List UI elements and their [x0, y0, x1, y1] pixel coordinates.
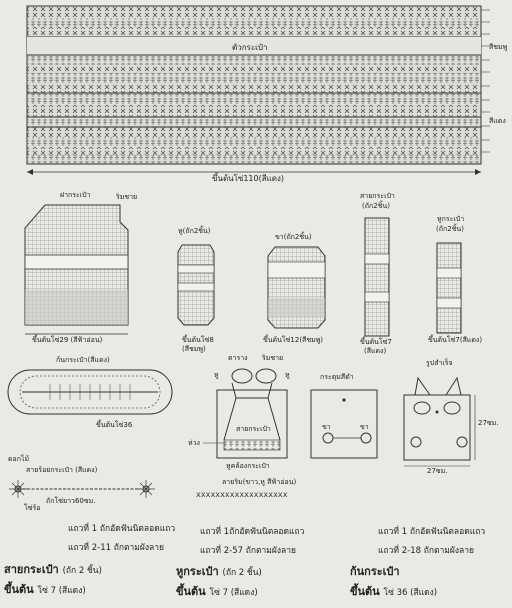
finished-height: 27ซม. — [478, 419, 499, 427]
ear-chart — [178, 245, 214, 325]
asm-loop: ห่วง — [188, 439, 200, 447]
back-leg-r: ขา — [360, 423, 369, 431]
body-center-label: ตัวกระเป๋า — [232, 43, 268, 52]
handle-chart — [437, 243, 461, 333]
finished-bag — [404, 378, 475, 466]
strap-chart — [365, 218, 389, 336]
body-base-label: ขึ้นต้นโซ่110(สีแดง) — [212, 174, 284, 183]
ear-base: ขึ้นต้นโซ่8 — [182, 336, 214, 344]
asm-lace: ลายริม(ขาว,หู สีฟ้าอ่อน) — [222, 478, 297, 486]
leg-title: ขา(ถัก2ชิ้น) — [275, 233, 312, 241]
strap-title2: (ถัก2ชิ้น) — [362, 202, 390, 210]
cord-line2: ถักโซ่ยาว60ซม. — [46, 497, 96, 505]
instr1-heading: สายกระเป๋า (ถัก 2 ชิ้น) — [4, 563, 102, 576]
asm-ear-l: หู — [214, 371, 219, 379]
instr2-heading: หูกระเป๋า (ถัก 2 ชิ้น) — [176, 565, 262, 578]
instr2-row1: แถวที่ 1ถักอัดฟันนิตลอดแถว — [200, 527, 305, 537]
asm-eye: ตาราง — [228, 354, 248, 362]
bottom-title: ก้นกระเป๋า(สีแดง) — [56, 356, 110, 364]
asm-edge: ริมชาย — [262, 354, 284, 362]
leg-base: ขึ้นต้นโซ่12(สีชมพู) — [263, 336, 324, 344]
instr3-row2: แถวที่ 2-18 ถักตามผังลาย — [378, 546, 475, 556]
finished-label: รูปสำเร็จ — [426, 359, 453, 367]
finished-width: 27ซม. — [427, 467, 448, 475]
ear-base-color: (สีชมพู) — [182, 345, 206, 353]
instr2-row2: แถวที่ 2-57 ถักตามผังลาย — [200, 546, 297, 556]
asm-handle: หูคล้องกระเป๋า — [226, 462, 270, 470]
flap-base: ขึ้นต้นโซ่29 (สีฟ้าอ่อน) — [32, 336, 103, 344]
instr1-row1: แถวที่ 1 ถักอัดฟันนิตลอดแถว — [68, 524, 176, 534]
instr1-start: ขึ้นต้น โซ่ 7 (สีแดง) — [4, 583, 86, 596]
red-label: สีแดง — [489, 117, 506, 125]
instr3-heading: ก้นกระเป๋า — [350, 565, 400, 578]
instr3-start: ขึ้นต้น โซ่ 36 (สีแดง) — [350, 585, 438, 598]
handle-base: ขึ้นต้นโซ่7(สีแดง) — [428, 336, 483, 344]
handle-title: หูกระเป๋า — [437, 215, 465, 223]
cord-line1: สายร้อยกระเป๋า (สีแดง) — [26, 466, 98, 474]
flap-title: ฝากระเป๋า — [60, 191, 91, 199]
bottom-base: ขึ้นต้นโซ่36 — [96, 421, 133, 429]
asm-ear-r: หู — [285, 371, 290, 379]
strap-base-color: (สีแดง) — [364, 347, 387, 355]
cord-tassel: โซ่ร้อ — [24, 504, 41, 512]
flap-edge: ริมชาย — [116, 193, 138, 201]
pink-label: สีชมพู — [489, 43, 508, 51]
leg-chart — [268, 247, 325, 328]
flap-chart — [25, 205, 128, 334]
ear-title: หู(ถัก2ชิ้น) — [178, 227, 211, 235]
cord-title: ดอกไม้ — [8, 455, 30, 463]
lace-pattern: xxxxxxxxxxxxxxxxxxx — [196, 490, 288, 499]
bottom-chart — [8, 370, 172, 414]
back-leg-l: ขา — [322, 423, 331, 431]
instr3-row1: แถวที่ 1 ถักอัดฟันนิตลอดแถว — [378, 527, 486, 537]
cord-diagram — [9, 480, 155, 498]
asm-strap: สายกระเป๋า — [236, 425, 271, 433]
back-label: กระดุมสีดำ — [320, 373, 354, 381]
instr1-row2: แถวที่ 2-11 ถักตามผังลาย — [68, 543, 165, 553]
instr2-start: ขึ้นต้น โซ่ 7 (สีแดง) — [176, 585, 258, 598]
strap-base: ขึ้นต้นโซ่7 — [360, 338, 392, 346]
handle-title2: (ถัก2ชิ้น) — [436, 225, 464, 233]
body-chart — [27, 6, 490, 175]
strap-title: สายกระเป๋า — [360, 192, 395, 200]
